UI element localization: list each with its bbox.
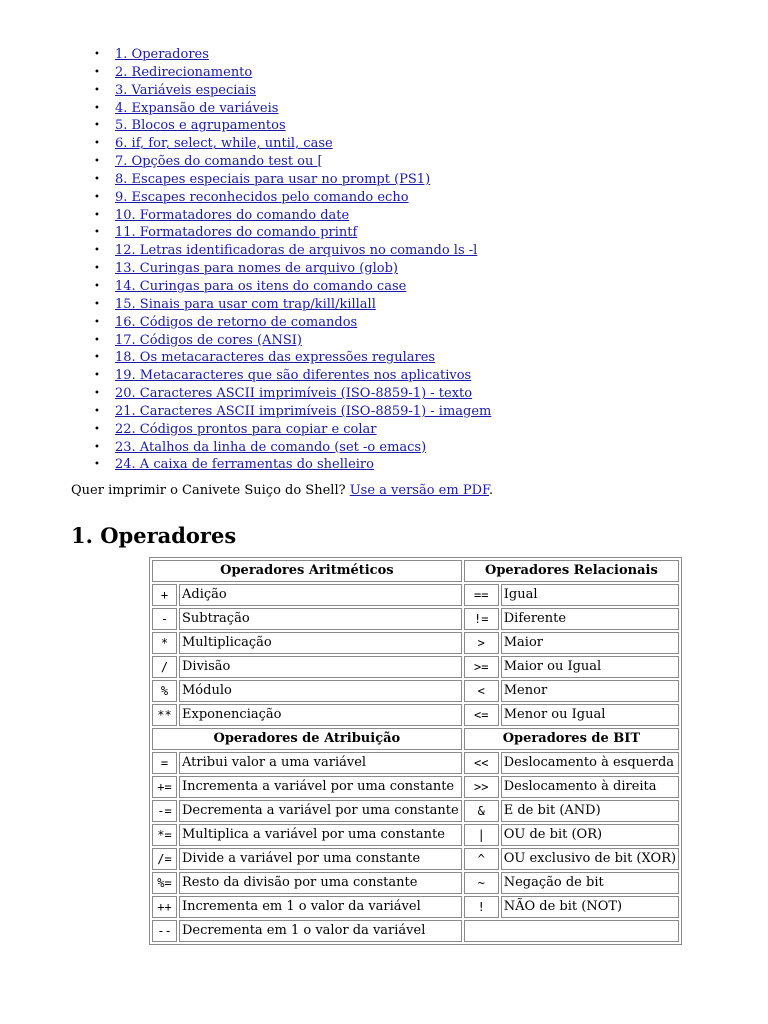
list-item (94, 332, 491, 350)
list-item (94, 421, 491, 439)
toc-link[interactable]: 3. Variáveis especiais (115, 82, 257, 98)
table-row (152, 920, 679, 942)
operator-description: Maior (501, 632, 679, 654)
toc-link[interactable]: 2. Redirecionamento (115, 64, 253, 80)
toc-link[interactable]: 17. Códigos de cores (ANSI) (115, 332, 302, 348)
toc-link[interactable]: 7. Opções do comando test ou [ (115, 154, 323, 170)
header-arithmetic: Operadores Aritméticos (152, 560, 462, 582)
list-item (94, 349, 491, 367)
operator-description: Decrementa a variável por uma constante (179, 800, 462, 822)
operator-symbol: >= (464, 656, 499, 678)
bullet-icon: • (94, 49, 100, 60)
toc-link[interactable]: 14. Curingas para os itens do comando case (115, 278, 407, 294)
toc-link[interactable]: 4. Expansão de variáveis (115, 100, 279, 116)
toc-link[interactable]: 21. Caracteres ASCII imprimíveis (ISO-8859-1) - imagem (115, 403, 492, 419)
toc-link[interactable]: 10. Formatadores do comando date (115, 207, 350, 223)
list-item (94, 439, 491, 457)
page-bottom-blank (0, 961, 768, 1024)
operator-description: Divide a variável por uma constante (179, 848, 462, 870)
list-item (94, 135, 491, 153)
toc-link[interactable]: 24. A caixa de ferramentas do shelleiro (115, 457, 374, 473)
operator-symbol: ~ (464, 872, 499, 894)
bullet-icon: • (94, 441, 100, 453)
bullet-icon: • (94, 334, 100, 346)
table-row (152, 680, 679, 702)
operator-description: Incrementa em 1 o valor da variável (179, 896, 462, 918)
list-item (94, 403, 491, 421)
list-item (94, 314, 491, 332)
section-title: 1. Operadores (71, 523, 237, 548)
operator-symbol: ^ (464, 848, 499, 870)
empty-cell (464, 920, 679, 942)
operator-description: Multiplica a variável por uma constante (179, 824, 462, 846)
pdf-notice-suffix: . (489, 483, 494, 498)
toc-link[interactable]: 22. Códigos prontos para copiar e colar (115, 421, 377, 437)
toc-link[interactable]: 19. Metacaracteres que são diferentes nos aplicativos (115, 368, 472, 384)
operator-symbol: - (152, 608, 177, 630)
list-item (94, 367, 491, 385)
table-row (152, 872, 679, 894)
operator-description: Incrementa a variável por uma constante (179, 776, 462, 798)
list-item (94, 278, 491, 296)
toc-link[interactable]: 6. if, for, select, while, until, case (115, 136, 333, 152)
bullet-icon: • (94, 298, 100, 310)
bullet-icon: • (94, 156, 100, 168)
toc-link[interactable]: 15. Sinais para usar com trap/kill/killall (115, 296, 376, 312)
toc-link[interactable]: 1. Operadores (115, 47, 209, 62)
operator-description: Maior ou Igual (501, 656, 679, 678)
operator-symbol: %= (152, 872, 177, 894)
bullet-icon: • (94, 120, 100, 132)
toc-link[interactable]: 13. Curingas para nomes de arquivo (glob) (115, 261, 398, 277)
operator-symbol: -- (152, 920, 177, 942)
operator-description: E de bit (AND) (501, 800, 679, 822)
operator-description: Adição (179, 584, 462, 606)
operator-description: Módulo (179, 680, 462, 702)
operator-description: Multiplicação (179, 632, 462, 654)
table-row (152, 848, 679, 870)
operator-symbol: | (464, 824, 499, 846)
table-header-row (152, 560, 679, 582)
toc-link[interactable]: 11. Formatadores do comando printf (115, 225, 358, 241)
list-item (94, 242, 491, 260)
operator-description: OU exclusivo de bit (XOR) (501, 848, 679, 870)
list-item (94, 456, 491, 474)
operator-symbol: ++ (152, 896, 177, 918)
toc-link[interactable]: 8. Escapes especiais para usar no prompt (PS1) (115, 171, 431, 187)
toc-link[interactable]: 5. Blocos e agrupamentos (115, 118, 286, 134)
operator-symbol: == (464, 584, 499, 606)
table-header-row (152, 728, 679, 750)
operator-description: OU de bit (OR) (501, 824, 679, 846)
bullet-icon: • (94, 227, 100, 239)
toc-link[interactable]: 16. Códigos de retorno de comandos (115, 314, 358, 330)
toc-link[interactable]: 18. Os metacaracteres das expressões regulares (115, 350, 436, 366)
table-row (152, 776, 679, 798)
operator-symbol: = (152, 752, 177, 774)
toc-link[interactable]: 20. Caracteres ASCII imprimíveis (ISO-8859-1) - texto (115, 386, 473, 402)
operator-symbol: *= (152, 824, 177, 846)
operator-description: Deslocamento à direita (501, 776, 679, 798)
list-item (94, 385, 491, 403)
list-item (94, 260, 491, 278)
list-item (94, 117, 491, 135)
pdf-notice (71, 482, 493, 500)
operator-description: Decrementa em 1 o valor da variável (179, 920, 462, 942)
operators-table (149, 557, 682, 945)
bullet-icon: • (94, 370, 100, 382)
bullet-icon: • (94, 191, 100, 203)
pdf-link[interactable]: Use a versão em PDF (349, 483, 489, 498)
bullet-icon: • (94, 102, 100, 114)
bullet-icon: • (94, 138, 100, 150)
operator-description: Atribui valor a uma variável (179, 752, 462, 774)
operator-symbol: + (152, 584, 177, 606)
header-bitwise: Operadores de BIT (464, 728, 679, 750)
operator-description: Negação de bit (501, 872, 679, 894)
list-item (94, 171, 491, 189)
list-item (94, 296, 491, 314)
bullet-icon: • (94, 173, 100, 185)
bullet-icon: • (94, 263, 100, 275)
table-row (152, 608, 679, 630)
list-item (94, 64, 491, 82)
table-row (152, 704, 679, 726)
operator-symbol: / (152, 656, 177, 678)
bullet-icon: • (94, 405, 100, 417)
operator-symbol: ** (152, 704, 177, 726)
table-row (152, 752, 679, 774)
operator-description: Divisão (179, 656, 462, 678)
operator-symbol: += (152, 776, 177, 798)
list-item (94, 153, 491, 171)
list-item (94, 189, 491, 207)
operator-symbol: /= (152, 848, 177, 870)
table-row (152, 824, 679, 846)
pdf-notice-text: Quer imprimir o Canivete Suiço do Shell? (71, 483, 350, 498)
header-relational: Operadores Relacionais (464, 560, 679, 582)
bullet-icon: • (94, 245, 100, 257)
operator-symbol: >> (464, 776, 499, 798)
operator-description: Menor (501, 680, 679, 702)
bullet-icon: • (94, 352, 100, 364)
operator-description: Resto da divisão por uma constante (179, 872, 462, 894)
operator-description: Diferente (501, 608, 679, 630)
toc-link[interactable]: 9. Escapes reconhecidos pelo comando echo (115, 189, 409, 205)
operator-description: Exponenciação (179, 704, 462, 726)
bullet-icon: • (94, 388, 100, 400)
operator-symbol: != (464, 608, 499, 630)
operator-description: NÃO de bit (NOT) (501, 896, 679, 918)
operator-description: Deslocamento à esquerda (501, 752, 679, 774)
operator-description: Igual (501, 584, 679, 606)
operator-symbol: % (152, 680, 177, 702)
list-item (94, 82, 491, 100)
table-row (152, 584, 679, 606)
list-item (94, 46, 491, 64)
operator-symbol: & (464, 800, 499, 822)
table-row (152, 800, 679, 822)
bullet-icon: • (94, 84, 100, 96)
bullet-icon: • (94, 459, 100, 471)
table-row (152, 656, 679, 678)
toc-link[interactable]: 23. Atalhos da linha de comando (set -o emacs) (115, 439, 427, 455)
operator-description: Menor ou Igual (501, 704, 679, 726)
table-of-contents (94, 46, 491, 474)
bullet-icon: • (94, 280, 100, 292)
operator-symbol: > (464, 632, 499, 654)
table-row (152, 632, 679, 654)
bullet-icon: • (94, 423, 100, 435)
operator-symbol: << (464, 752, 499, 774)
table-row (152, 896, 679, 918)
header-assignment: Operadores de Atribuição (152, 728, 462, 750)
operator-description: Subtração (179, 608, 462, 630)
bullet-icon: • (94, 316, 100, 328)
bullet-icon: • (94, 209, 100, 221)
list-item (94, 100, 491, 118)
list-item (94, 207, 491, 225)
toc-link[interactable]: 12. Letras identificadoras de arquivos no comando ls -l (115, 243, 478, 259)
bullet-icon: • (94, 66, 100, 78)
operator-symbol: -= (152, 800, 177, 822)
list-item (94, 224, 491, 242)
operator-symbol: ! (464, 896, 499, 918)
operator-symbol: <= (464, 704, 499, 726)
operator-symbol: < (464, 680, 499, 702)
operator-symbol: * (152, 632, 177, 654)
